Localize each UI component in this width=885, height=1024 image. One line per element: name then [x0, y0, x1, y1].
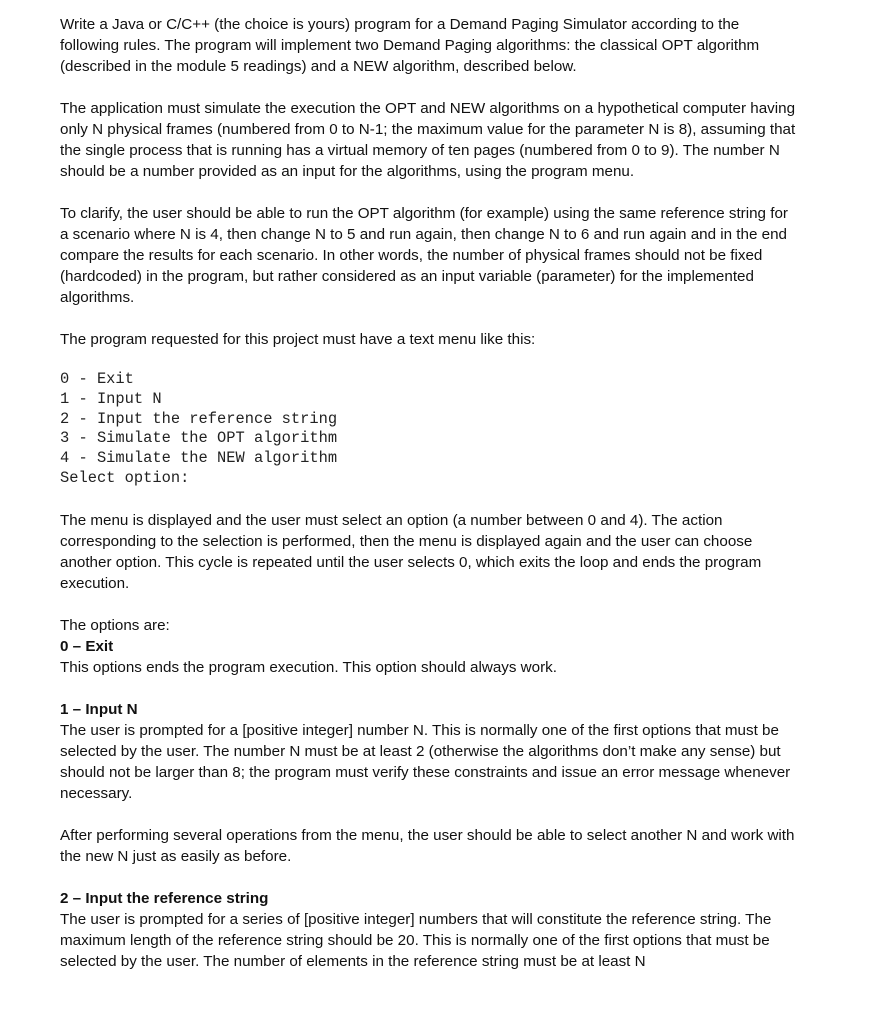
menu-line-exit: 0 - Exit [60, 370, 134, 388]
intro-paragraph: Write a Java or C/C++ (the choice is yours) program for a Demand Paging Simulator according to the following rules. The program will implement two Demand Paging algorithms: the classical OPT algorithm (described in the module 5 readings) and a NEW algorithm, described below. [60, 16, 760, 75]
option-2-heading: 2 – Input the reference string [60, 889, 269, 907]
option-1-heading: 1 – Input N [60, 700, 138, 718]
option-1-followup: After performing several operations from the menu, the user should be able to select another N and work with the new N just as easily as before. [60, 826, 795, 865]
option-2-description: The user is prompted for a series of [positive integer] numbers that will constitute the reference string. The maximum length of the reference string should be 20. This is normally one of the first options that must be selected by the user. The number of elements in the reference string must be at least N [60, 910, 772, 970]
option-0-heading: 0 – Exit [60, 637, 114, 655]
menu-code-block [60, 370, 800, 489]
simulation-paragraph: The application must simulate the execution the OPT and NEW algorithms on a hypothetical computer having only N physical frames (numbered from 0 to N-1; the maximum value for the parameter N is 8), assuming that the single process that is running has a virtual memory of ten pages (numbered from 0 to 9). The number N should be a number provided as an input for the algorithms, using the program menu. [60, 100, 796, 180]
menu-line-input-n: 1 - Input N [60, 389, 162, 408]
option-1-description: The user is prompted for a [positive integer] number N. This is normally one of the first options that must be selected by the user. The number N must be at least 2 (otherwise the algorithms don’t make any sense) but should not be larger than 8; the program must verify these constraints and issue an error message whenever necessary. [60, 721, 791, 802]
menu-line-simulate-opt: 3 - Simulate the OPT algorithm [60, 429, 338, 448]
document-page [60, 14, 800, 972]
clarify-paragraph: To clarify, the user should be able to run the OPT algorithm (for example) using the same reference string for a scenario where N is 4, then change N to 5 and run again, then change N to 6 and run again and in the end compare the results for each scenario. In other words, the number of physical frames should not be fixed (hardcoded) in the program, but rather considered as an input variable (parameter) for the implemented algorithms. [60, 205, 788, 306]
options-intro: The options are: [60, 616, 170, 634]
option-0-description: This options ends the program execution. This option should always work. [60, 658, 557, 676]
menu-line-simulate-new: 4 - Simulate the NEW algorithm [60, 449, 338, 468]
menu-intro-paragraph: The program requested for this project must have a text menu like this: [60, 331, 536, 348]
menu-line-select-option: Select option: [60, 468, 190, 487]
menu-description-paragraph: The menu is displayed and the user must select an option (a number between 0 and 4). The action corresponding to the selection is performed, then the menu is displayed again and the user can choose another option. This cycle is repeated until the user selects 0, which exits the loop and ends the program execution. [60, 511, 762, 592]
menu-line-input-reference: 2 - Input the reference string [60, 409, 338, 428]
